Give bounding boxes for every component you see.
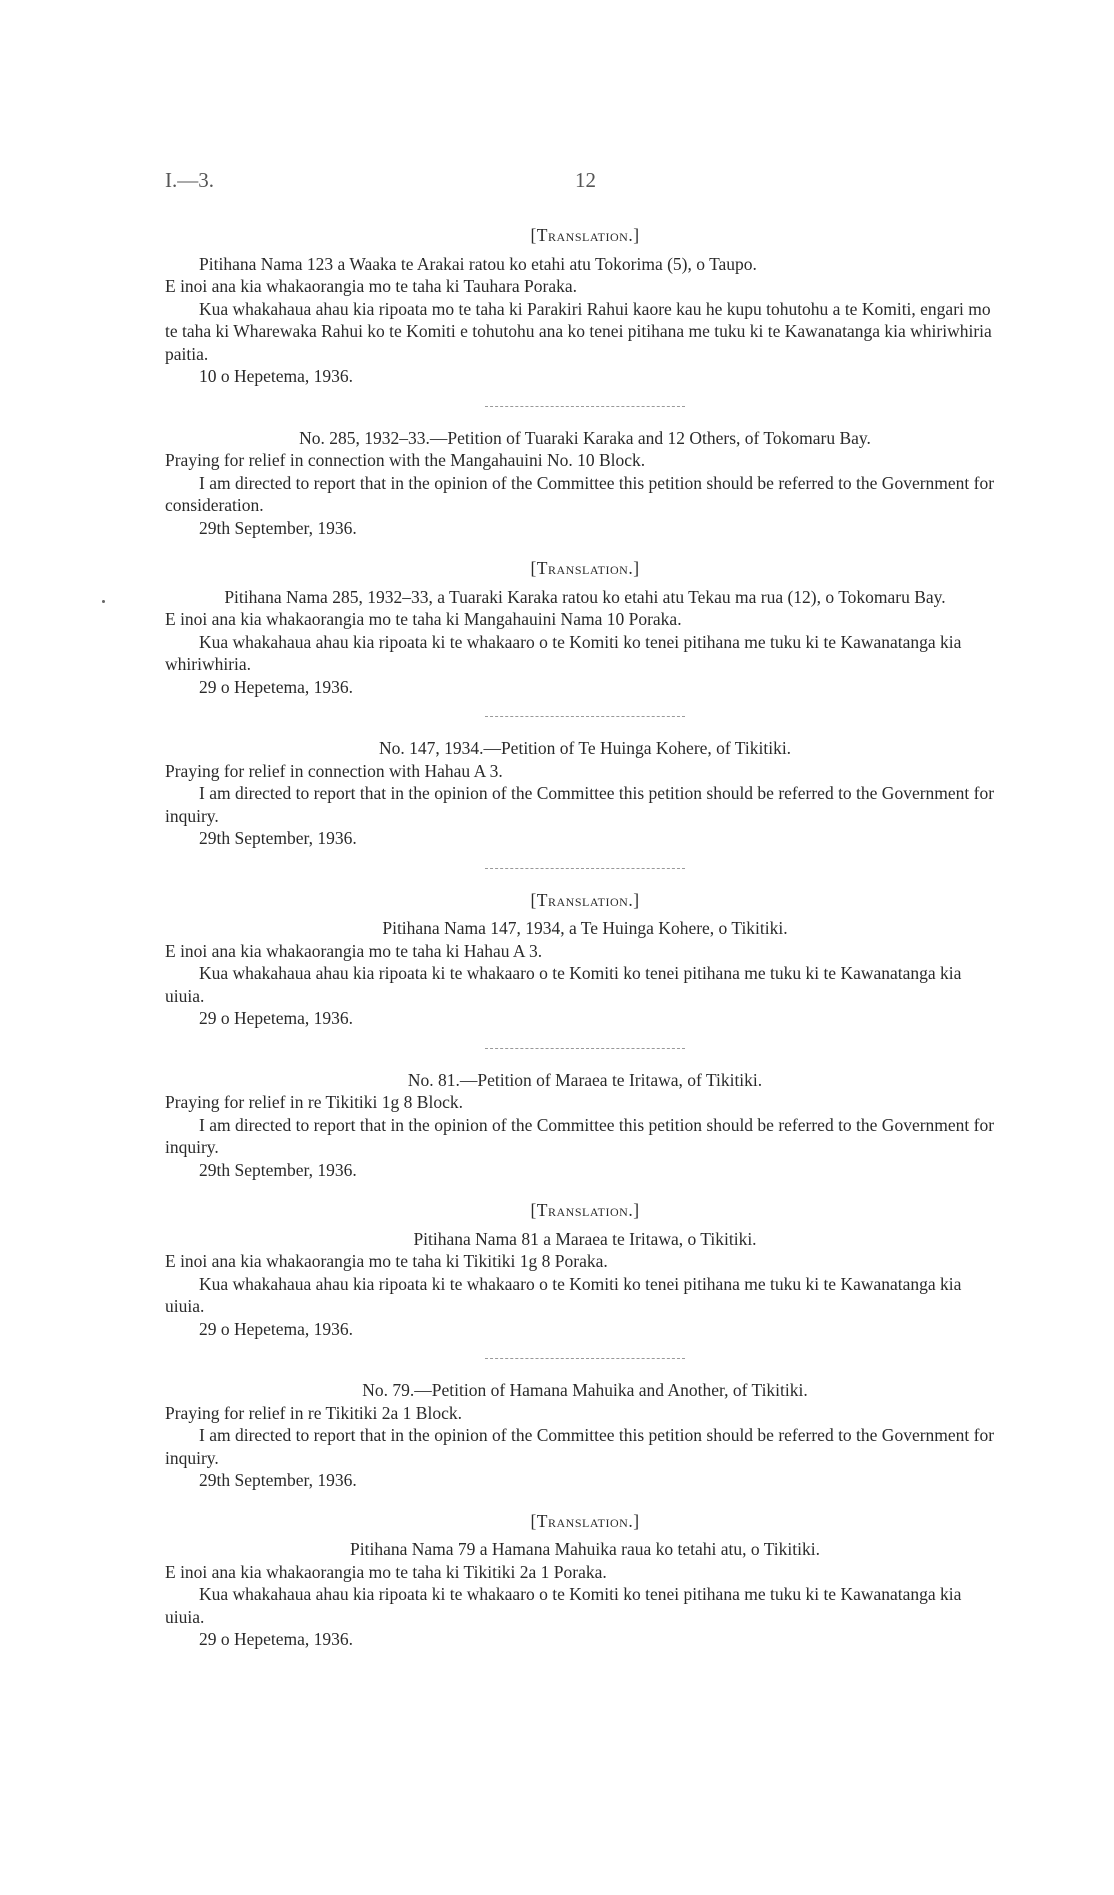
petition-title: Pitihana Nama 123 a Waaka te Arakai ratou ko etahi atu Tokorima (5), o Taupo. xyxy=(199,253,757,274)
petition-title: No. 79.—Petition of Hamana Mahuika and Another, of Tikitiki. xyxy=(362,1380,808,1400)
petition-prayer: E inoi ana kia whakaorangia mo te taha ki Tikitiki 2a 1 Poraka. xyxy=(165,1561,607,1582)
section-divider xyxy=(485,1358,685,1359)
petition-date: 29th September, 1936. xyxy=(199,828,357,848)
petition-title: Pitihana Nama 147, 1934, a Te Huinga Kohere, o Tikitiki. xyxy=(382,918,788,938)
petition-body: Kua whakahaua ahau kia ripoata ki te whakaaro o te Komiti ko tenei pitihana me tuku ki te Kawanatanga kia whiriwhiria. xyxy=(165,631,962,674)
document-body xyxy=(165,218,1005,1651)
petition-prayer: Praying for relief in re Tikitiki 2a 1 Block. xyxy=(165,1402,462,1423)
section-divider xyxy=(485,716,685,717)
section-divider xyxy=(485,406,685,407)
petition-body: Kua whakahaua ahau kia ripoata ki te whakaaro o te Komiti ko tenei pitihana me tuku ki te Kawanatanga kia uiuia. xyxy=(165,1273,962,1316)
section-translation-147 xyxy=(165,889,1005,1030)
section-translation-285 xyxy=(165,557,1005,698)
petition-body: I am directed to report that in the opinion of the Committee this petition should be referred to the Government for inquiry. xyxy=(165,1114,995,1157)
page-number: 12 xyxy=(575,168,596,192)
petition-title: No. 147, 1934.—Petition of Te Huinga Kohere, of Tikitiki. xyxy=(378,738,792,758)
page-header xyxy=(165,168,1005,198)
section-petition-81 xyxy=(165,1069,1005,1182)
petition-body: Kua whakahaua ahau kia ripoata mo te taha ki Parakiri Rahui kaore kau he kupu tohutohu a te Komiti, engari mo te taha ki Wharewaka Rahui ko te Komiti e tohutohu ana ko tenei pitihana me tuku ki te Kawanatanga kia whiriwhiria paitia. xyxy=(165,298,992,364)
section-divider xyxy=(485,868,685,869)
petition-date: 29 o Hepetema, 1936. xyxy=(199,1318,354,1339)
petition-date: 29 o Hepetema, 1936. xyxy=(199,1008,354,1028)
section-translation-81 xyxy=(165,1199,1005,1340)
petition-title: No. 81.—Petition of Maraea te Iritawa, of Tikitiki. xyxy=(407,1069,763,1090)
translation-label: [Translation.] xyxy=(530,889,640,910)
petition-date: 29th September, 1936. xyxy=(199,1159,357,1180)
petition-body: I am directed to report that in the opinion of the Committee this petition should be referred to the Government for inquiry. xyxy=(165,783,995,826)
petition-prayer: Praying for relief in connection with Hahau A 3. xyxy=(165,760,503,781)
petition-prayer: Praying for relief in connection with the Mangahauini No. 10 Block. xyxy=(165,450,646,470)
translation-label: [Translation.] xyxy=(530,1200,640,1220)
petition-body: I am directed to report that in the opinion of the Committee this petition should be referred to the Government for inquiry. xyxy=(165,1425,995,1468)
section-petition-147 xyxy=(165,737,1005,850)
petition-prayer: Praying for relief in re Tikitiki 1g 8 Block. xyxy=(165,1092,463,1112)
petition-title: Pitihana Nama 285, 1932–33, a Tuaraki Karaka ratou ko etahi atu Tekau ma rua (12), o Tokomaru Bay. xyxy=(224,586,946,607)
petition-prayer: E inoi ana kia whakaorangia mo te taha ki Hahau A 3. xyxy=(165,940,543,961)
petition-title: Pitihana Nama 79 a Hamana Mahuika raua ko tetahi atu, o Tikitiki. xyxy=(350,1539,820,1559)
section-translation-79 xyxy=(165,1510,1005,1651)
petition-title: No. 285, 1932–33.—Petition of Tuaraki Karaka and 12 Others, of Tokomaru Bay. xyxy=(299,427,871,448)
document-reference: I.—3. xyxy=(165,168,214,192)
petition-date: 29 o Hepetema, 1936. xyxy=(199,676,354,697)
petition-title: Pitihana Nama 81 a Maraea te Iritawa, o Tikitiki. xyxy=(413,1228,757,1249)
petition-body: Kua whakahaua ahau kia ripoata ki te whakaaro o te Komiti ko tenei pitihana me tuku ki te Kawanatanga kia uiuia. xyxy=(165,1584,962,1627)
section-petition-79 xyxy=(165,1379,1005,1492)
petition-date: 29 o Hepetema, 1936. xyxy=(199,1629,354,1649)
petition-body: I am directed to report that in the opinion of the Committee this petition should be referred to the Government for consideration. xyxy=(165,472,995,515)
petition-body: Kua whakahaua ahau kia ripoata ki te whakaaro o te Komiti ko tenei pitihana me tuku ki te Kawanatanga kia uiuia. xyxy=(165,963,962,1006)
petition-prayer: E inoi ana kia whakaorangia mo te taha ki Tikitiki 1g 8 Poraka. xyxy=(165,1251,608,1271)
section-translation-123 xyxy=(165,224,1005,388)
section-petition-285 xyxy=(165,427,1005,540)
petition-prayer: E inoi ana kia whakaorangia mo te taha ki Mangahauini Nama 10 Poraka. xyxy=(165,609,682,629)
petition-date: 29th September, 1936. xyxy=(199,517,357,538)
translation-label: [Translation.] xyxy=(530,1510,640,1531)
petition-date: 10 o Hepetema, 1936. xyxy=(199,366,354,386)
petition-date: 29th September, 1936. xyxy=(199,1470,357,1490)
translation-label: [Translation.] xyxy=(530,558,640,578)
petition-prayer: E inoi ana kia whakaorangia mo te taha ki Tauhara Poraka. xyxy=(165,276,577,296)
section-divider xyxy=(485,1048,685,1049)
scan-speck xyxy=(102,600,105,603)
translation-label: [Translation.] xyxy=(530,225,640,245)
